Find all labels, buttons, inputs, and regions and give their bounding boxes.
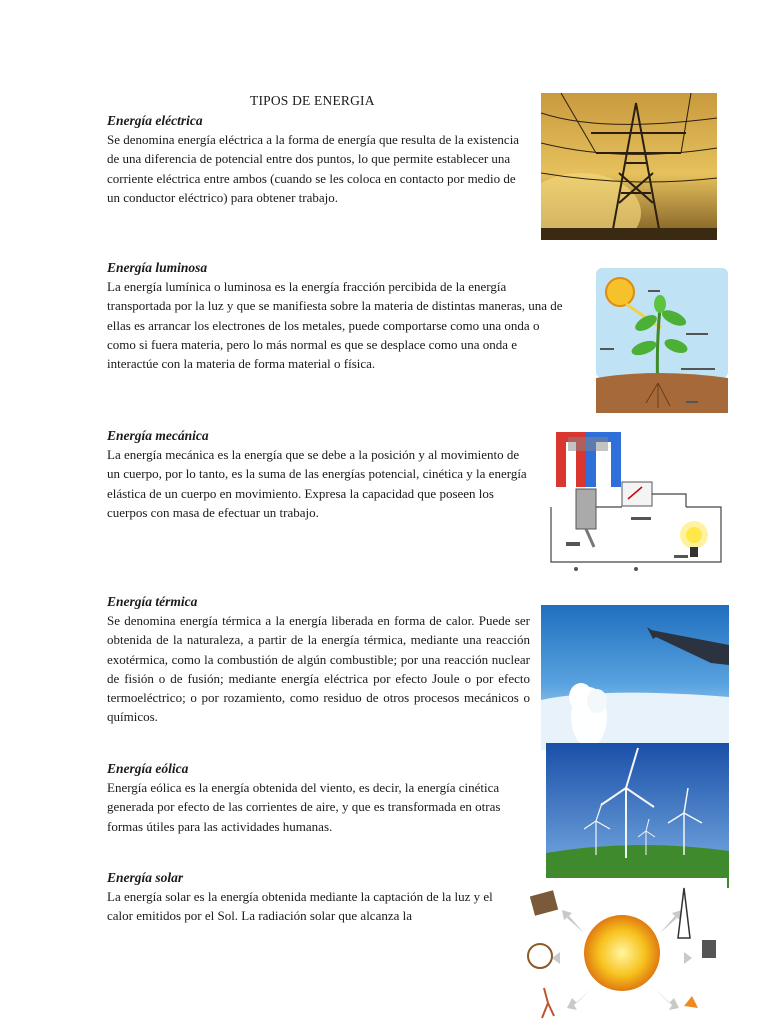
section-eolica xyxy=(107,759,527,836)
section-heading: Energía mecánica xyxy=(107,428,209,443)
sun-energy-diagram xyxy=(522,878,727,1024)
section-heading: Energía luminosa xyxy=(107,260,208,275)
photosynthesis-diagram xyxy=(586,268,728,413)
section-body: Energía eólica es la energía obtenida del viento, es decir, la energía cinética generada por efecto de las corrientes de aire, y que es transformada en otras formas útiles para las actividades humanas. xyxy=(107,780,501,834)
section-mecanica xyxy=(107,426,527,522)
section-heading: Energía eólica xyxy=(107,761,189,776)
section-heading: Energía eléctrica xyxy=(107,113,203,128)
section-electrica xyxy=(107,111,527,207)
wind-turbines-photo xyxy=(546,743,729,888)
aerial-cloud-photo xyxy=(541,605,729,750)
section-termica xyxy=(107,592,530,727)
generator-circuit-diagram xyxy=(546,427,726,575)
section-body: Se denomina energía eléctrica a la forma de energía que resulta de la existencia de una diferencia de potencial entre dos puntos, lo que permite establecer una corriente eléctrica entre ambos (cuando se les coloca en contacto por medio de un conductor eléctrico) para obtener trabajo. xyxy=(107,132,520,205)
section-body: Se denomina energía térmica a la energía liberada en forma de calor. Puede ser obtenida de la naturaleza, a partir de la energía térmica, mediante una reacción exotérmica, como la combustión de algún combustible; por una reacción nuclear de fisión o de fusión; mediante energía eléctrica por efecto Joule o por efecto termoeléctrico; o por rozamiento, como residuo de otros procesos mecánicos o químicos. xyxy=(107,613,530,725)
section-heading: Energía térmica xyxy=(107,594,198,609)
section-heading: Energía solar xyxy=(107,870,184,885)
document-title: TIPOS DE ENERGIA xyxy=(250,93,375,108)
section-solar xyxy=(107,868,509,926)
section-luminosa xyxy=(107,258,571,373)
section-body: La energía mecánica es la energía que se debe a la posición y al movimiento de un cuerpo, por lo tanto, es la suma de las energías potencial, cinética y la energía elástica de un cuerpo en movimiento. Expresa la capacidad que poseen los cuerpos con masa de efectuar un trabajo. xyxy=(107,447,527,520)
section-body: La energía solar es la energía obtenida mediante la captación de la luz y el calor emitidos por el Sol. La radiación solar que alcanza la xyxy=(107,889,493,924)
power-tower-photo xyxy=(541,93,717,240)
section-body: La energía lumínica o luminosa es la energía fracción percibida de la energía transportada por la luz y que se manifiesta sobre la materia de distintas maneras, una de ellas es arrancar los electrones de los metales, puede comportarse como una onda o como si fuera materia, pero lo más normal es que se desplace como una onda e interactúe con la materia de forma material o física. xyxy=(107,279,563,372)
